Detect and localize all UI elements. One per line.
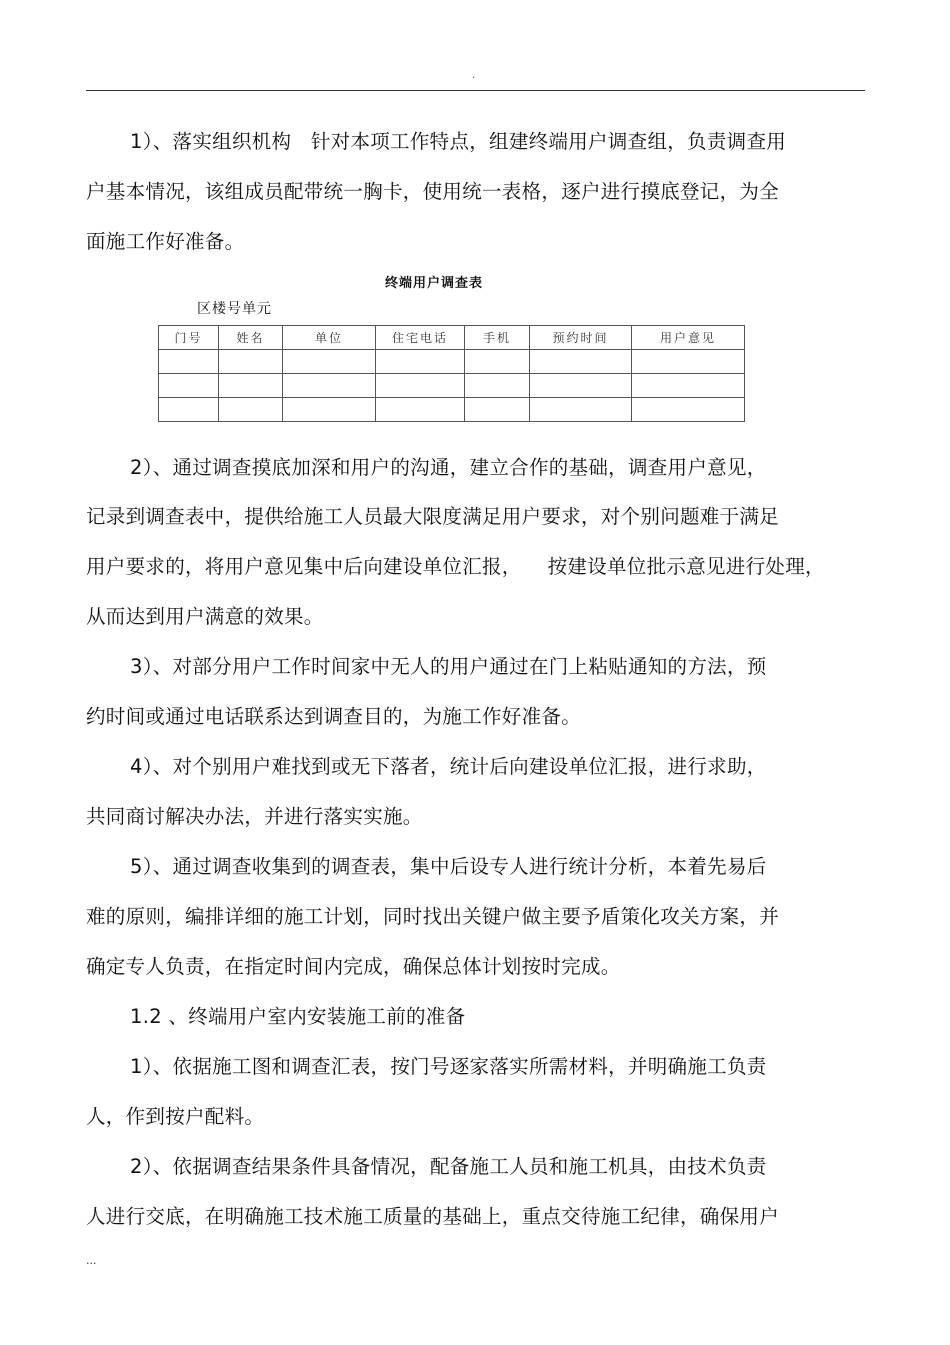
paragraph-2-line-2: 记录到调查表中，提供给施工人员最大限度满足用户要求，对个别问题难于满足 [86, 505, 780, 528]
paragraph-1-line-3: 面施工作好准备。 [86, 230, 245, 253]
paragraph-5-line-1: 5）、通过调查收集到的调查表，集中后设专人进行统计分析，本着先易后 [130, 855, 767, 878]
paragraph-4-line-1: 4）、对个别用户难找到或无下落者，统计后向建设单位汇报，进行求助， [130, 755, 767, 778]
paragraph-7-line-1: 2）、依据调查结果条件具备情况，配备施工人员和施工机具，由技术负责 [130, 1155, 767, 1178]
paragraph-1-line-2: 户基本情况，该组成员配带统一胸卡，使用统一表格，逐户进行摸底登记，为全 [86, 180, 780, 203]
column-header-home-phone: 住宅电话 [376, 326, 465, 350]
table-row [159, 374, 745, 398]
paragraph-1-line-1: 1）、落实组织机构 针对本项工作特点，组建终端用户调查组，负责调查用 [130, 130, 787, 153]
survey-table [158, 325, 745, 422]
survey-table-caption: 区楼号单元 [197, 301, 272, 317]
column-header-appointment: 预约时间 [530, 326, 632, 350]
table-row [159, 398, 745, 422]
paragraph-7-line-2: 人进行交底，在明确施工技术施工质量的基础上，重点交待施工纪律，确保用户 [86, 1205, 780, 1228]
section-heading-1-2: 1.2 、终端用户室内安装施工前的准备 [130, 1005, 466, 1028]
header-mark: . [472, 70, 476, 81]
column-header-unit: 单位 [283, 326, 376, 350]
column-header-opinion: 用户意见 [632, 326, 745, 350]
paragraph-2-line-4: 从而达到用户满意的效果。 [86, 605, 324, 628]
paragraph-5-line-2: 难的原则，编排详细的施工计划，同时找出关键户做主要予盾策化攻关方案，并 [86, 905, 780, 928]
footer-mark: ... [86, 1254, 97, 1267]
paragraph-4-line-2: 共同商讨解决办法，并进行落实实施。 [86, 805, 423, 828]
paragraph-3-line-1: 3）、对部分用户工作时间家中无人的用户通过在门上粘贴通知的方法，预 [130, 655, 767, 678]
column-header-door: 门号 [159, 326, 219, 350]
survey-table-title: 终端用户调查表 [384, 276, 483, 291]
paragraph-5-line-3: 确定专人负责，在指定时间内完成，确保总体计划按时完成。 [86, 955, 621, 978]
column-header-name: 姓名 [219, 326, 283, 350]
paragraph-3-line-2: 约时间或通过电话联系达到调查目的，为施工作好准备。 [86, 705, 582, 728]
survey-header-row [159, 326, 745, 350]
column-header-mobile: 手机 [465, 326, 530, 350]
paragraph-2-line-1: 2）、通过调查摸底加深和用户的沟通，建立合作的基础，调查用户意见， [130, 456, 767, 479]
header-rule [86, 90, 865, 91]
paragraph-2-line-3: 用户要求的，将用户意见集中后向建设单位汇报， 按建设单位批示意见进行处理， [86, 555, 825, 578]
paragraph-6-line-2: 人，作到按户配料。 [86, 1105, 265, 1128]
table-row [159, 350, 745, 374]
paragraph-6-line-1: 1）、依据施工图和调查汇表，按门号逐家落实所需材料，并明确施工负责 [130, 1055, 767, 1078]
